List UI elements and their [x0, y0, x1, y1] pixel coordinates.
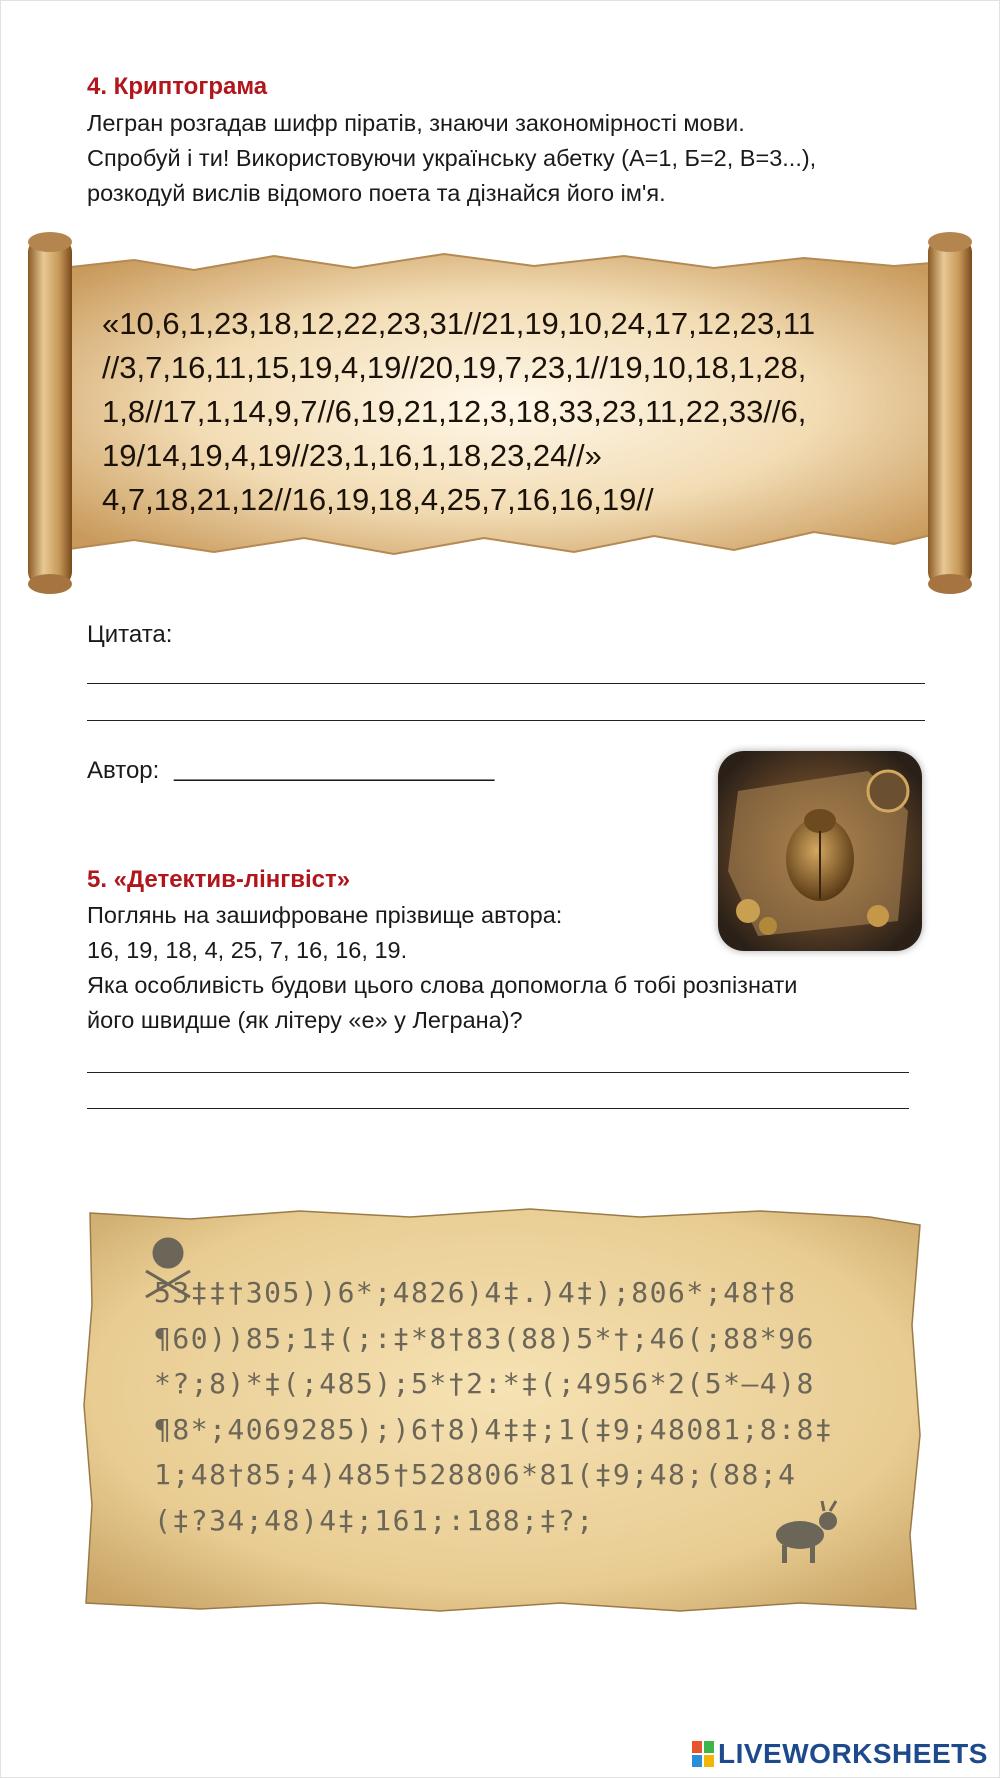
cipher-line: 4,7,18,21,12//16,19,18,4,25,7,16,16,19// [102, 482, 654, 517]
task5-answer-line-1[interactable] [87, 1072, 909, 1073]
author-answer-blank[interactable]: ________________________ [174, 755, 495, 782]
liveworksheets-logo [692, 1739, 988, 1769]
bug-cipher-line: ¶60))85;1‡(;:‡*8†83(88)5*†;46(;88*96 [154, 1321, 815, 1355]
bug-cipher-line: *?;8)*‡(;485);5*†2:*‡(;4956*2(5*—4)8 [154, 1367, 815, 1400]
author-label: Автор: [87, 757, 160, 784]
intro-line: Спробуй і ти! Використовуючи українську абетку (А=1, Б=2, В=3...), [87, 145, 817, 171]
cipher-line: «10,6,1,23,18,12,22,23,31//21,19,10,24,17,12,23,11 [102, 306, 816, 341]
liveworksheets-logo-icon [692, 1741, 714, 1767]
quote-label: Цитата: [87, 621, 173, 648]
cipher-text [102, 302, 922, 522]
task5-line: Поглянь на зашифроване прізвище автора: [87, 902, 563, 928]
cipher-line: 19/14,19,4,19//23,1,16,1,18,23,24//» [102, 438, 602, 473]
task5-body [87, 898, 947, 1038]
intro-line: розкодуй вислів відомого поета та дізнайся його ім'я. [87, 180, 666, 206]
task4-title: 4. Криптограма [87, 73, 268, 100]
task5-answer-line-2[interactable] [87, 1108, 909, 1109]
task5-line: його швидше (як літеру «е» у Леграна)? [87, 1007, 523, 1033]
bug-cipher-line: ¶8*;4069285);)6†8)4‡‡;1(‡9;48081;8:8‡ [154, 1412, 834, 1446]
cipher-line: 1,8//17,1,14,9,7//6,19,21,12,3,18,33,23,11,22,33//6, [102, 394, 807, 429]
intro-line: Легран розгадав шифр піратів, знаючи закономірності мови. [87, 110, 745, 136]
cipher-line: //3,7,16,11,15,19,4,19//20,19,7,23,1//19,10,18,1,28, [102, 350, 807, 385]
bug-cipher-line: (‡?34;48)4‡;161;:188;‡?; [154, 1503, 595, 1537]
task5-title: 5. «Детектив-лінгвіст» [87, 866, 351, 893]
task4-intro [87, 106, 947, 211]
quote-answer-line-2[interactable] [87, 720, 925, 721]
gold-bug-cipher [154, 1270, 854, 1543]
quote-answer-line-1[interactable] [87, 683, 925, 684]
bug-cipher-line: 53‡‡†305))6*;4826)4‡.)4‡);806*;48†8 [154, 1276, 797, 1309]
task5-line: Яка особливість будови цього слова допомогла б тобі розпізнати [87, 972, 798, 998]
brand-name: LIVEWORKSHEETS [718, 1738, 988, 1769]
task5-line: 16, 19, 18, 4, 25, 7, 16, 16, 19. [87, 937, 408, 963]
bug-cipher-line: 1;48†85;4)485†528806*81(‡9;48;(88;4 [154, 1458, 797, 1491]
parchment-scroll [14, 232, 986, 594]
